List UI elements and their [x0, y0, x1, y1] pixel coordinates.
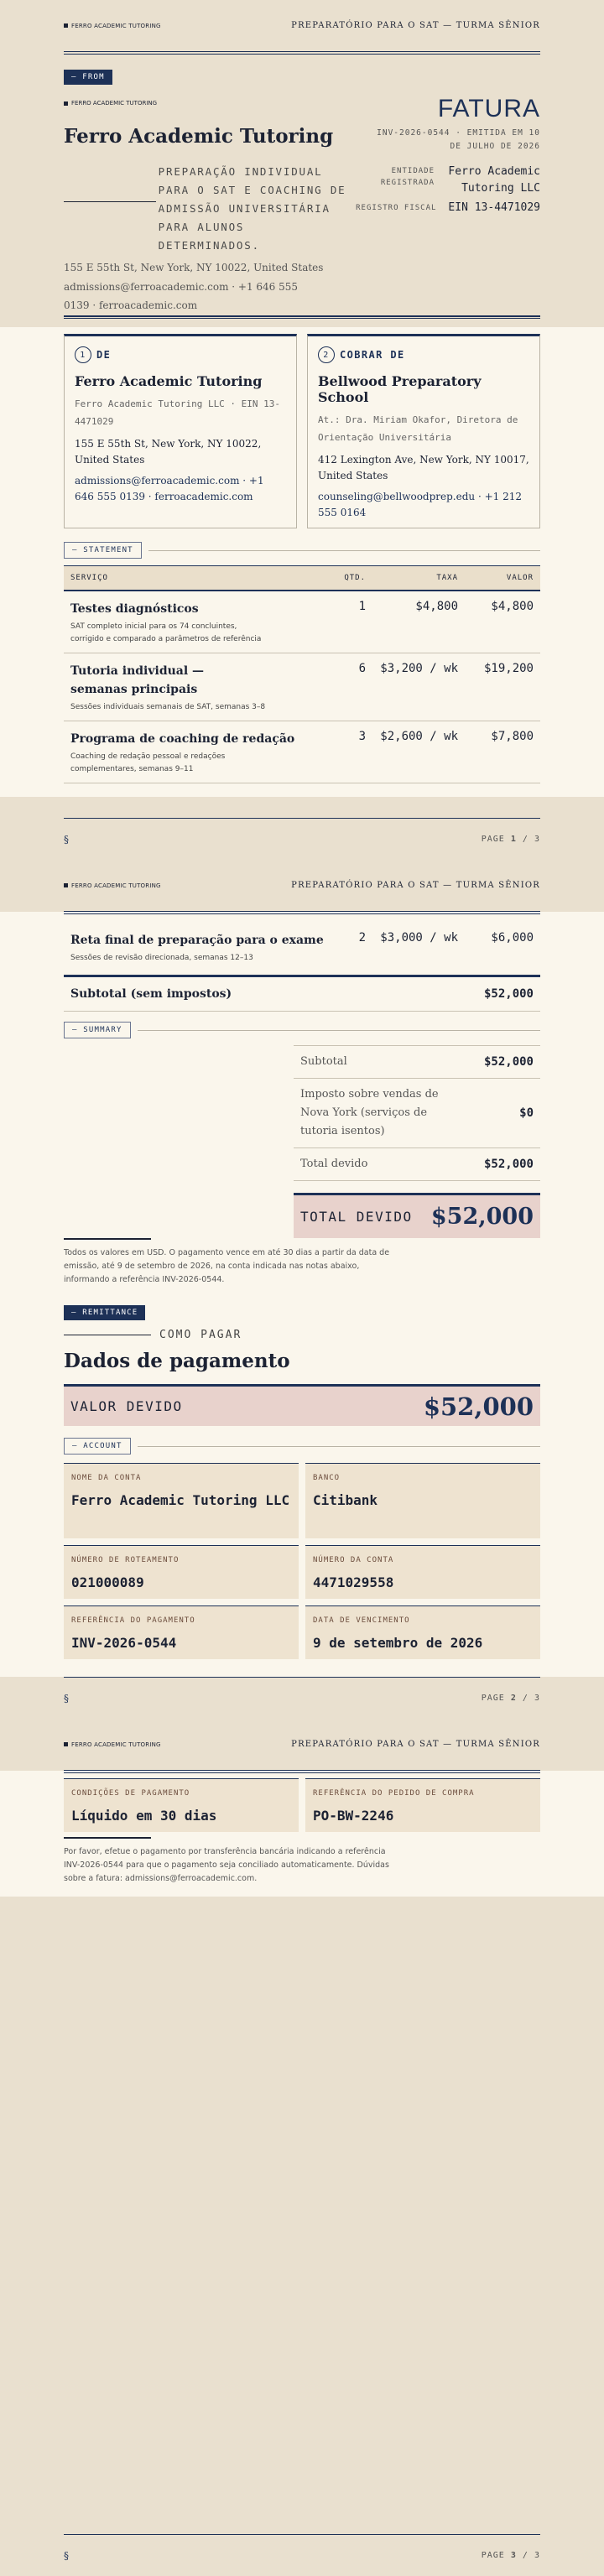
section-mark: §: [64, 833, 69, 846]
party-from-number: 1: [75, 346, 91, 363]
item-qty: 2: [358, 931, 366, 945]
party-from-contact[interactable]: admissions@ferroacademic.com · +1 646 555 0139 · ferroacademic.com: [75, 475, 264, 502]
col-value: VALOR: [465, 566, 540, 591]
item-desc: Sessões de revisão direcionada, semanas 12–13: [70, 954, 253, 962]
tax-value: EIN 13-4471029: [448, 201, 540, 214]
issuer-brand-small: FERRO ACADEMIC TUTORING: [64, 100, 349, 107]
table-row: [64, 923, 540, 971]
item-value: $19,200: [465, 653, 540, 721]
party-bill-name: Bellwood Preparatory School: [318, 373, 482, 405]
page-3: [0, 1719, 604, 2576]
table-row: [64, 653, 540, 721]
tax-label: REGISTRO FISCAL: [356, 203, 437, 212]
item-desc: Coaching de redação pessoal e redações complementares, semanas 9–11: [70, 752, 226, 773]
running-header: [64, 0, 540, 52]
account-pill: — ACCOUNT: [64, 1438, 131, 1455]
party-bill-address: 412 Lexington Ave, New York, NY 10017, United States: [318, 454, 529, 481]
page-footer: [64, 818, 540, 860]
summary-tax-label: Imposto sobre vendas de Nova York (serviços de tutoria isentos): [300, 1088, 439, 1137]
account-number-cell: NÚMERO DA CONTA 4471029558: [305, 1545, 540, 1599]
invoice-title: FATURA: [437, 95, 540, 122]
payment-due-value: $52,000: [423, 1392, 534, 1421]
issuer-name: Ferro Academic Tutoring: [64, 125, 334, 148]
item-value: $4,800: [465, 591, 540, 653]
account-grid: [64, 1463, 540, 1659]
running-header: FERRO ACADEMIC TUTORING PREPARATÓRIO PARA O SAT — TURMA SÊNIOR: [64, 860, 540, 912]
summary-due: [294, 1193, 540, 1238]
summary-subtotal-value: $52,000: [483, 1055, 534, 1069]
issuer-address: 155 E 55th St, New York, NY 10022, United States: [64, 262, 324, 273]
payment-title: Dados de pagamento: [64, 1350, 290, 1372]
terms-grid: [64, 1778, 540, 1832]
party-bill-label: COBRAR DE: [340, 349, 405, 361]
party-from-label: DE: [96, 349, 112, 361]
party-from: [64, 334, 297, 528]
items-table: [64, 565, 540, 783]
subtotal-line: [64, 975, 540, 1012]
header-title: PREPARATÓRIO PARA O SAT — TURMA SÊNIOR: [291, 21, 540, 30]
summary-subtotal-label: Subtotal: [300, 1055, 347, 1068]
payment-ref-cell: REFERÊNCIA DO PAGAMENTO INV-2026-0544: [64, 1605, 299, 1659]
issuer-tagline: PREPARAÇÃO INDIVIDUAL PARA O SAT E COACHING DE ADMISSÃO UNIVERSITÁRIA PARA ALUNOS DETERMINADOS.: [158, 165, 346, 252]
remittance-pill: — REMITTANCE: [64, 1305, 145, 1320]
due-date-cell: DATA DE VENCIMENTO 9 de setembro de 2026: [305, 1605, 540, 1659]
col-rate: TAXA: [372, 566, 465, 591]
item-desc: SAT completo inicial para os 74 concluintes, corrigido e comparado a parâmetros de referência: [70, 622, 262, 643]
page-footer: § PAGE 2 / 3: [64, 1677, 540, 1719]
party-bill-contact[interactable]: counseling@bellwoodprep.edu · +1 212 555 0164: [318, 491, 522, 518]
item-rate: $2,600 / wk: [372, 721, 465, 783]
col-service: SERVIÇO: [64, 566, 331, 591]
summary-pill: — SUMMARY: [64, 1022, 131, 1038]
item-qty: 3: [331, 721, 372, 783]
table-row: [64, 721, 540, 783]
entity-label: ENTIDADE REGISTRADA: [380, 167, 435, 187]
item-name: Testes diagnósticos: [70, 602, 199, 616]
item-rate: $3,000 / wk: [380, 931, 458, 945]
item-value: $6,000: [491, 931, 534, 945]
entity-value: Ferro Academic Tutoring LLC: [448, 165, 540, 195]
items-header-row: [64, 566, 540, 591]
party-from-address: 155 E 55th St, New York, NY 10022, United States: [75, 438, 262, 466]
col-qty: QTD.: [331, 566, 372, 591]
running-header: FERRO ACADEMIC TUTORING PREPARATÓRIO PARA O SAT — TURMA SÊNIOR: [64, 1719, 540, 1771]
item-name: Tutoria individual — semanas principais: [70, 664, 205, 696]
from-pill: — FROM: [64, 70, 112, 85]
party-bill-sub: At.: Dra. Miriam Okafor, Diretora de Orientação Universitária: [318, 414, 518, 443]
subtotal-line-label: Subtotal (sem impostos): [70, 987, 232, 1001]
item-name: Reta final de preparação para o exame: [70, 934, 324, 947]
payment-due-label: VALOR DEVIDO: [70, 1398, 183, 1414]
page-number: PAGE 1 / 3: [481, 835, 540, 844]
items-table-cont: [64, 923, 540, 971]
party-from-sub: Ferro Academic Tutoring LLC · EIN 13-4471029: [75, 398, 281, 427]
page-2: [0, 860, 604, 1719]
item-qty: 6: [331, 653, 372, 721]
page-footer: § PAGE 3 / 3: [64, 2534, 540, 2576]
table-row: [64, 591, 540, 653]
summary-box: [294, 1045, 540, 1238]
item-value: $7,800: [465, 721, 540, 783]
summary-due-label: TOTAL DEVIDO: [300, 1209, 413, 1225]
issuer-contact: admissions@ferroacademic.com · +1 646 555 0139 · ferroacademic.com: [64, 281, 299, 311]
item-qty: 1: [331, 591, 372, 653]
subtotal-line-value: $52,000: [483, 987, 534, 1001]
po-ref-cell: REFERÊNCIA DO PEDIDO DE COMPRA PO-BW-2246: [305, 1778, 540, 1832]
closing-note: Por favor, efetue o pagamento por transferência bancária indicando a referência INV-2026-0544 para que o pagamento seja conciliado automaticamente. Dúvidas sobre a fatura: admissions@ferroacademic.com.: [64, 1847, 389, 1883]
summary-total-value: $52,000: [483, 1158, 534, 1171]
payment-due: [64, 1384, 540, 1426]
page-1: [0, 0, 604, 860]
payment-kicker: COMO PAGAR: [159, 1329, 242, 1341]
party-bill-number: 2: [318, 346, 335, 363]
party-bill-to: [307, 334, 540, 528]
item-desc: Sessões individuais semanais de SAT, semanas 3–8: [70, 703, 266, 711]
party-from-name: Ferro Academic Tutoring: [75, 373, 263, 389]
routing-cell: NÚMERO DE ROTEAMENTO 021000089: [64, 1545, 299, 1599]
header-brand: FERRO ACADEMIC TUTORING: [64, 23, 161, 29]
bank-cell: BANCO Citibank: [305, 1463, 540, 1538]
account-name-cell: NOME DA CONTA Ferro Academic Tutoring LLC: [64, 1463, 299, 1538]
summary-due-value: $52,000: [430, 1204, 534, 1230]
summary-total-label: Total devido: [300, 1158, 368, 1170]
invoice-meta: INV-2026-0544 · EMITIDA EM 10 DE JULHO DE 2026: [377, 128, 540, 151]
item-rate: $4,800: [372, 591, 465, 653]
item-rate: $3,200 / wk: [372, 653, 465, 721]
summary-tax-value: $0: [519, 1106, 534, 1120]
statement-pill: — STATEMENT: [64, 542, 142, 559]
item-name: Programa de coaching de redação: [70, 732, 295, 746]
payment-terms-cell: CONDIÇÕES DE PAGAMENTO Líquido em 30 dias: [64, 1778, 299, 1832]
payment-notes: Todos os valores em USD. O pagamento vence em até 30 dias a partir da data de emissão, até 9 de setembro de 2026, na conta indicada nas notas abaixo, informando a referência INV-2026-0544.: [64, 1248, 390, 1284]
